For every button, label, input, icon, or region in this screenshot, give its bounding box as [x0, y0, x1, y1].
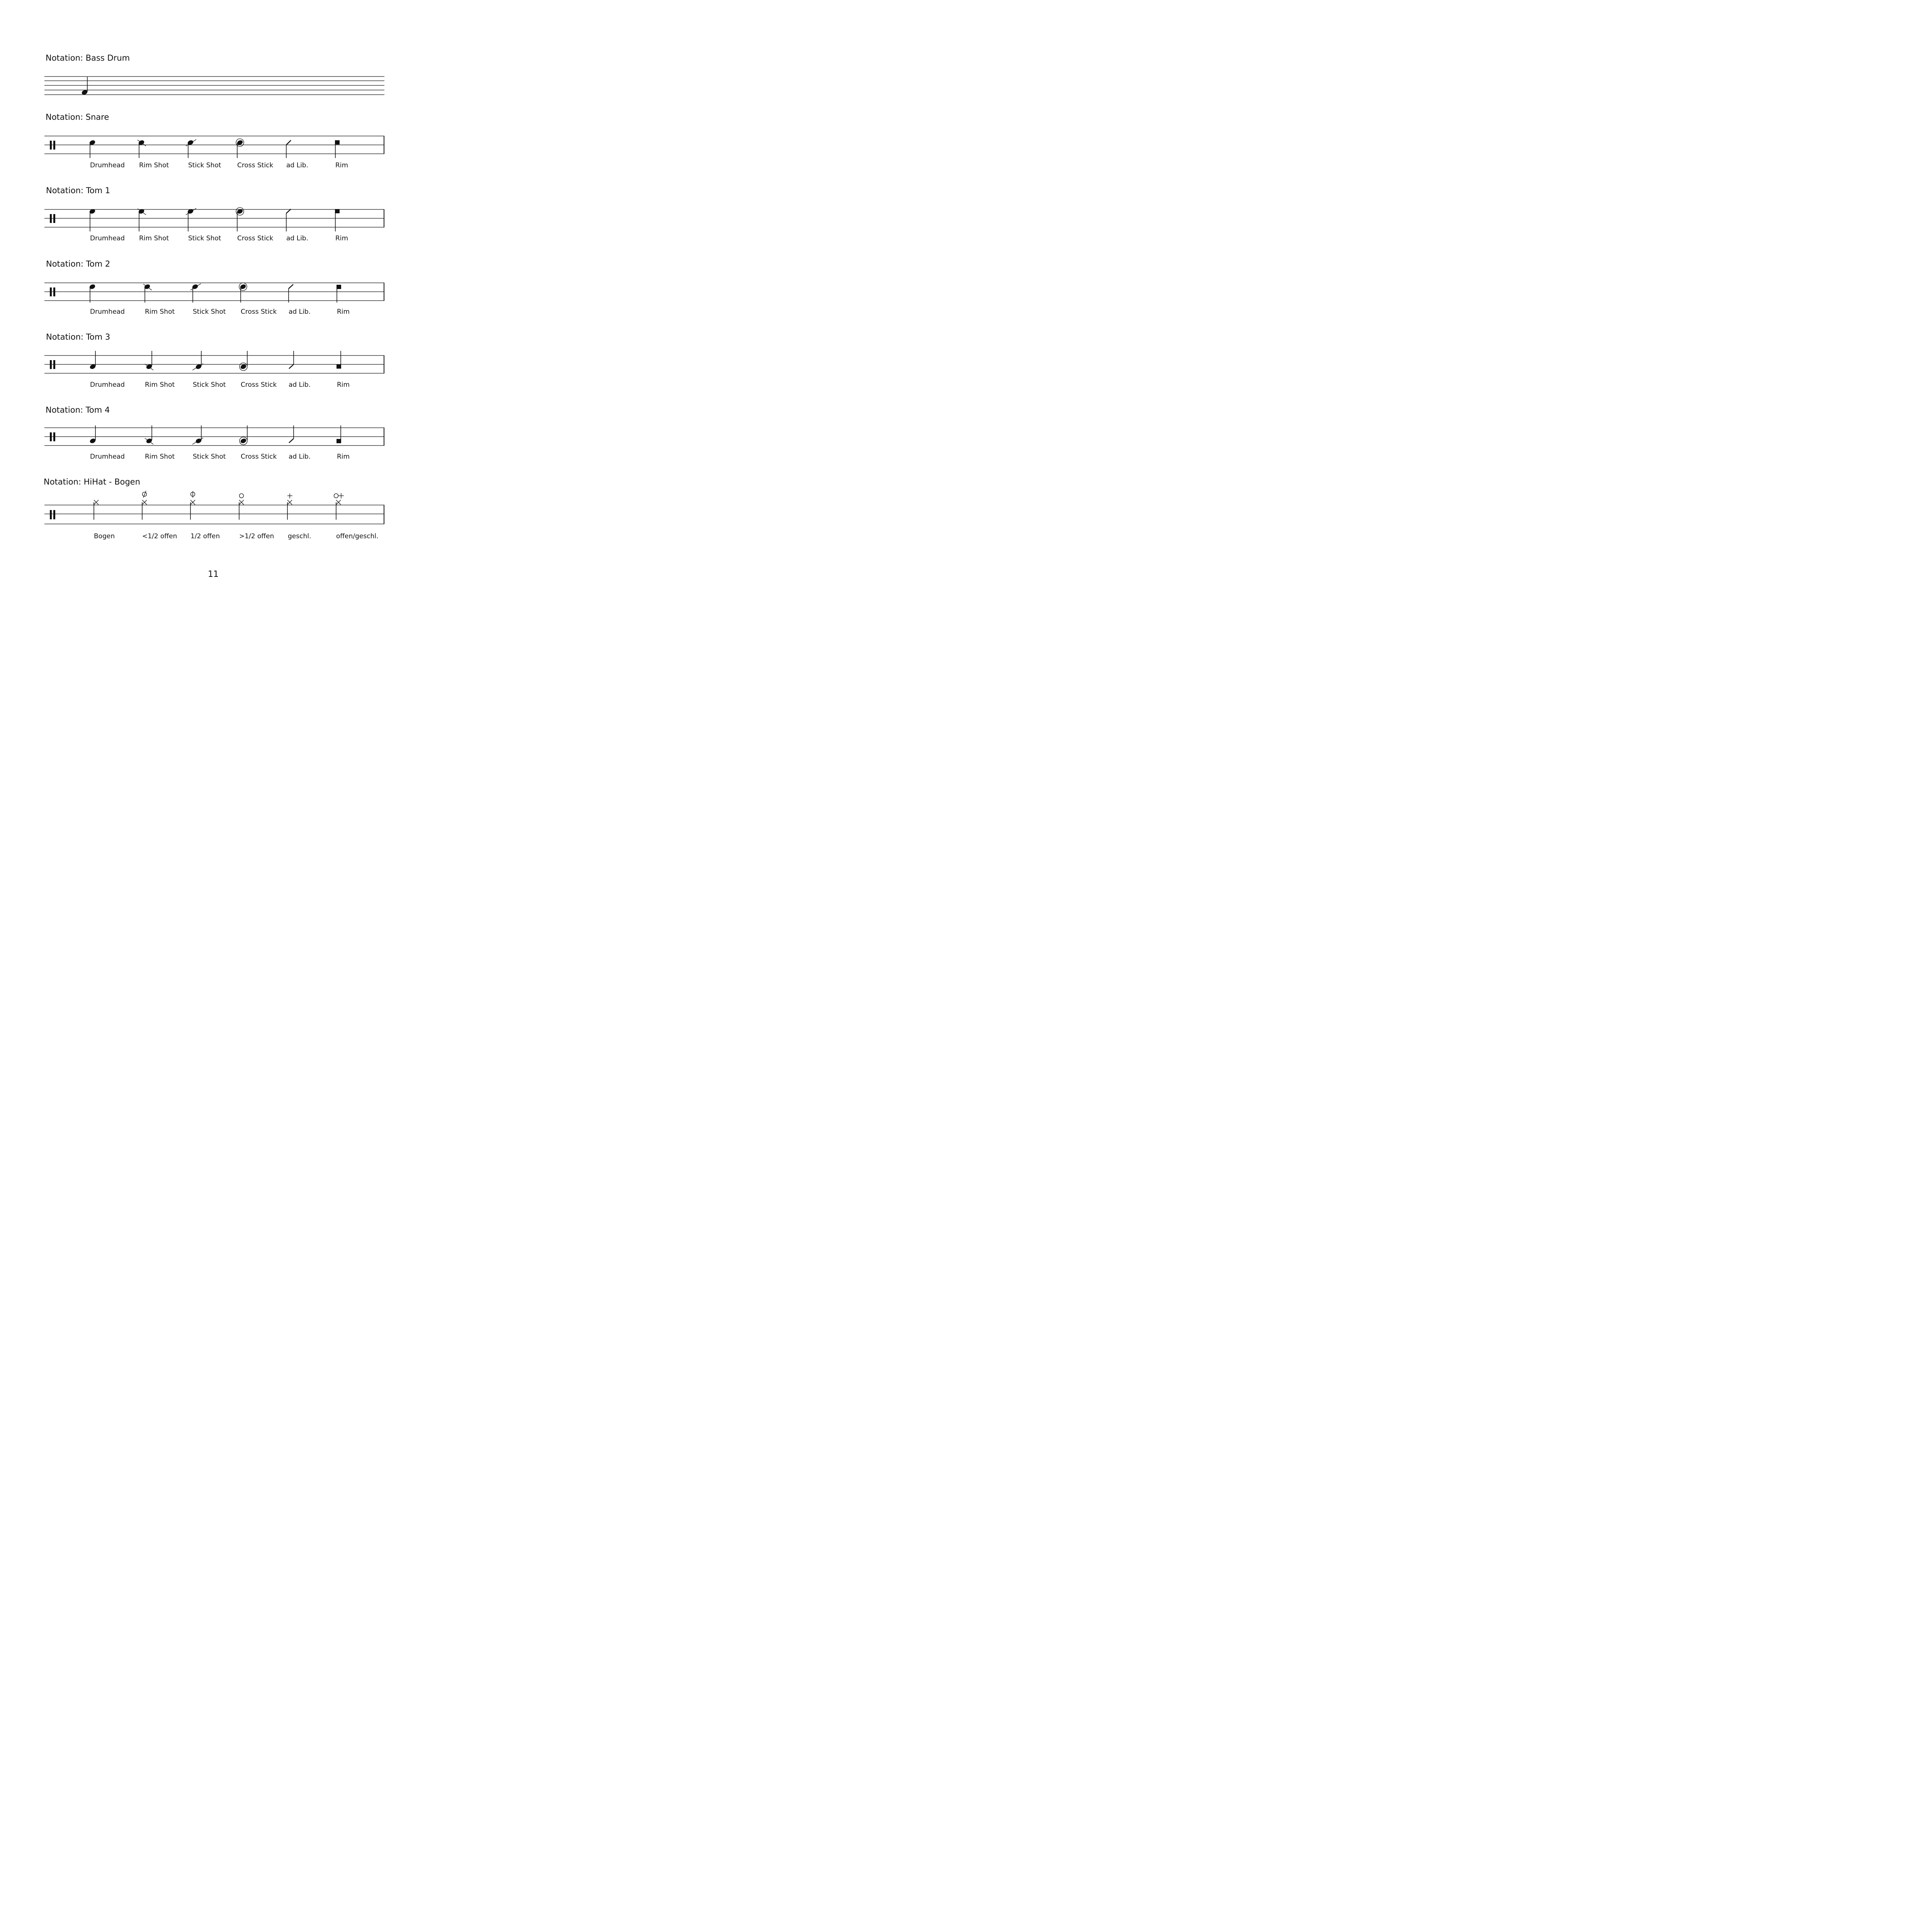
- note-more-than-half-open: [239, 494, 244, 520]
- tom2-label-2: Rim Shot: [145, 308, 175, 316]
- note-closed: [287, 493, 292, 520]
- hihat-label-1: Bogen: [94, 532, 115, 540]
- tom1-label-4: Cross Stick: [237, 235, 274, 242]
- hihat-staff: [0, 0, 427, 529]
- note-half-open: [190, 491, 195, 520]
- snare-label-2: Rim Shot: [139, 162, 169, 169]
- tom2-label-1: Drumhead: [90, 308, 125, 316]
- title-hihat: Notation: HiHat - Bogen: [44, 477, 140, 486]
- tom4-label-6: Rim: [337, 453, 350, 461]
- snare-label-3: Stick Shot: [188, 162, 221, 169]
- snare-label-6: Rim: [335, 162, 348, 169]
- tom2-label-3: Stick Shot: [193, 308, 226, 316]
- tom4-label-5: ad Lib.: [289, 453, 311, 461]
- hihat-label-3: 1/2 offen: [190, 532, 220, 540]
- title-snare: Notation: Snare: [46, 112, 109, 122]
- snare-label-5: ad Lib.: [286, 162, 309, 169]
- note-open-closed: [334, 493, 344, 520]
- tom1-label-2: Rim Shot: [139, 235, 169, 242]
- hihat-label-4: >1/2 offen: [239, 532, 274, 540]
- title-tom-4: Notation: Tom 4: [46, 405, 110, 415]
- tom3-label-2: Rim Shot: [145, 381, 175, 389]
- hihat-label-5: geschl.: [288, 532, 311, 540]
- title-bass-drum: Notation: Bass Drum: [46, 53, 130, 63]
- hihat-label-2: <1/2 offen: [142, 532, 177, 540]
- title-tom-2: Notation: Tom 2: [46, 259, 110, 269]
- title-tom-1: Notation: Tom 1: [46, 186, 110, 195]
- tom3-label-6: Rim: [337, 381, 350, 389]
- tom2-label-6: Rim: [337, 308, 350, 316]
- tom2-label-4: Cross Stick: [241, 308, 277, 316]
- tom2-label-5: ad Lib.: [289, 308, 311, 316]
- note-bogen: [94, 500, 99, 520]
- percussion-clef-icon: [50, 510, 55, 519]
- snare-label-4: Cross Stick: [237, 162, 274, 169]
- tom1-label-5: ad Lib.: [286, 235, 309, 242]
- title-tom-3: Notation: Tom 3: [46, 332, 110, 342]
- tom3-label-4: Cross Stick: [241, 381, 277, 389]
- tom1-label-6: Rim: [335, 235, 348, 242]
- hihat-label-6: offen/geschl.: [336, 532, 379, 540]
- tom3-label-1: Drumhead: [90, 381, 125, 389]
- tom3-label-5: ad Lib.: [289, 381, 311, 389]
- tom4-label-2: Rim Shot: [145, 453, 175, 461]
- page-number: 11: [208, 570, 219, 579]
- tom4-label-1: Drumhead: [90, 453, 125, 461]
- tom4-label-4: Cross Stick: [241, 453, 277, 461]
- tom4-label-3: Stick Shot: [193, 453, 226, 461]
- staff-lines: [44, 505, 384, 524]
- tom1-label-3: Stick Shot: [188, 235, 221, 242]
- snare-label-1: Drumhead: [90, 162, 125, 169]
- tom3-label-3: Stick Shot: [193, 381, 226, 389]
- tom1-label-1: Drumhead: [90, 235, 125, 242]
